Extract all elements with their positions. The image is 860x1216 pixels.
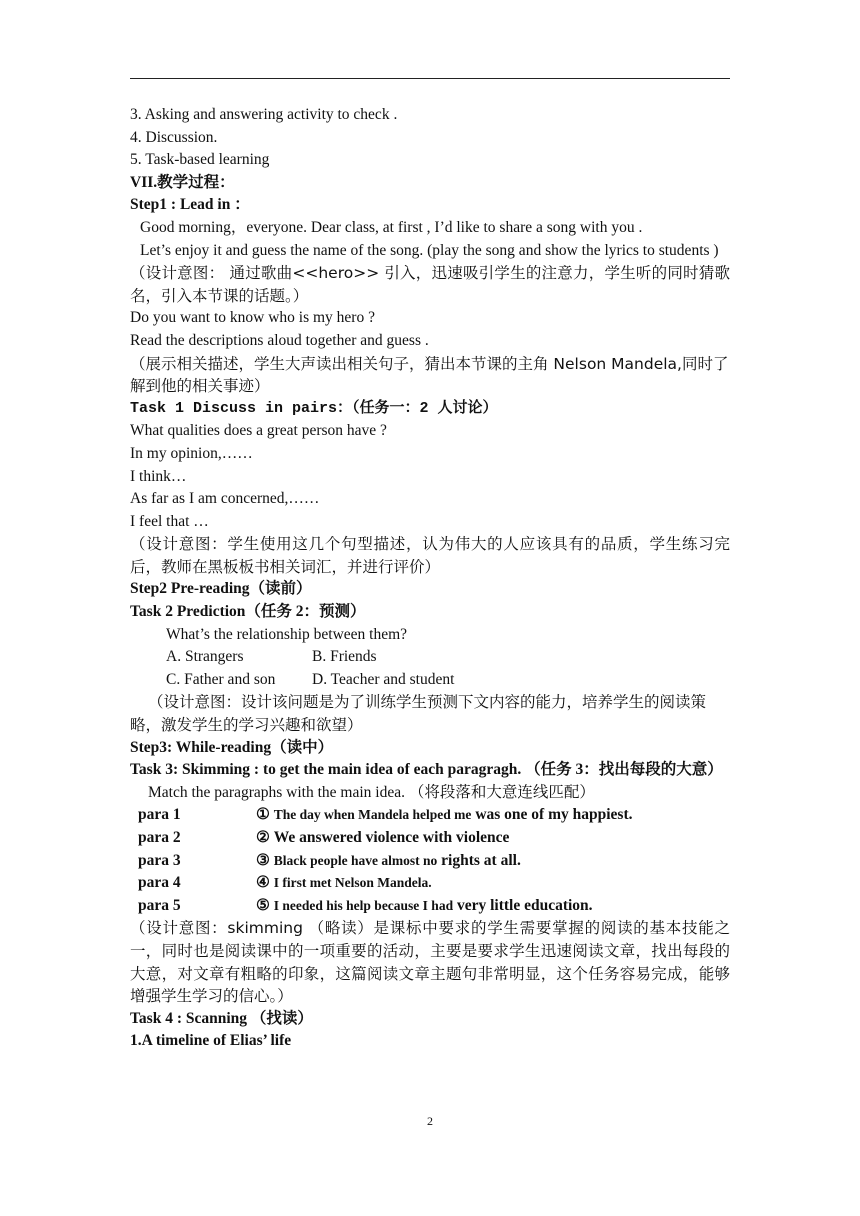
para-label: para 5	[138, 896, 181, 914]
para-match-row	[130, 872, 730, 895]
task1-title: Task 1 Discuss in pairs：（任务一：2 人讨论）	[130, 399, 498, 417]
circled-number: ⑤	[256, 896, 270, 914]
para-label: para 2	[138, 829, 181, 846]
circled-number: ④	[256, 874, 270, 892]
method-item: 5. Task-based learning	[130, 151, 270, 169]
main-idea-text: I first met Nelson Mandela.	[273, 875, 432, 891]
task2-question: What’s the relationship between them?	[166, 625, 408, 643]
circled-number: ③	[256, 851, 270, 869]
task3-title: Task 3: Skimming : to get the main idea of each paragragh. （任务 3：找出每段的大意）	[130, 761, 723, 779]
task1-phrase: I feel that …	[130, 512, 209, 530]
step1-read-aloud: Read the descriptions aloud together and guess .	[130, 331, 429, 349]
process-heading: VII.教学过程：	[130, 173, 235, 191]
para-label: para 4	[138, 874, 181, 892]
task1-design-note: （设计意图：学生使用这几个句型描述，认为伟大的人应该具有的品质，学生练习完后，教师在黑板板书相关词汇，并进行评价）	[130, 535, 730, 576]
task1-phrase: As far as I am concerned,……	[130, 490, 320, 508]
timeline-title: 1.A timeline of Elias’ life	[130, 1032, 292, 1050]
para-label: para 3	[138, 851, 181, 869]
main-idea-text: I needed his help because I had	[273, 897, 454, 913]
option-a: A. Strangers	[166, 648, 244, 666]
main-idea-text-large: was one of my happiest.	[475, 806, 633, 824]
task1-phrase: In my opinion,……	[130, 444, 253, 462]
para-match-row	[130, 895, 730, 918]
para-label: para 1	[138, 806, 181, 824]
main-idea-text: The day when Mandela helped me	[273, 807, 472, 823]
step1-question: Do you want to know who is my hero ?	[130, 309, 375, 327]
task2-options-row1	[130, 646, 730, 669]
task1-phrase: I think…	[130, 467, 187, 485]
circled-number: ②	[256, 829, 270, 846]
task4-title: Task 4 : Scanning （找读）	[130, 1009, 313, 1027]
task3-design-note: （设计意图：skimming （略读）是课标中要求的学生需要掌握的阅读的基本技能之一，同时也是阅读课中的一项重要的活动，主要是要求学生迅速阅读文章，找出每段的大意，对文章有粗略的印象，这篇阅读文章主题句非常明显，这个任务容易完成，能够增强学生学习的信心。）	[130, 919, 730, 1006]
step1-title: Step1 : Lead in ：	[130, 196, 250, 214]
option-c: C. Father and son	[166, 670, 276, 688]
option-d: D. Teacher and student	[312, 670, 455, 688]
para-match-row	[130, 804, 730, 827]
task2-design-note: （设计意图：设计该问题是为了训练学生预测下文内容的能力，培养学生的阅读策略，激发学生的学习兴趣和欲望）	[130, 693, 707, 735]
main-idea-text-large: We answered violence with violence	[273, 829, 510, 846]
para-match-row	[130, 850, 730, 873]
task2-title: Task 2 Prediction（任务 2：预测）	[130, 603, 366, 621]
para-match-row	[130, 827, 730, 850]
step3-title: Step3: While-reading（读中）	[130, 738, 334, 756]
option-b: B. Friends	[312, 648, 377, 666]
main-idea-text-large: very little education.	[456, 896, 593, 914]
step1-instruction: Let’s enjoy it and guess the name of the song. (play the song and show the lyrics to students )	[140, 241, 719, 259]
task2-options-row2	[130, 669, 730, 692]
step1-design-note: （设计意图： 通过歌曲<<hero>> 引入，迅速吸引学生的注意力，学生听的同时猜歌名，引入本节课的话题。）	[130, 264, 730, 305]
document-body	[130, 104, 730, 1053]
step1-greeting: Good morning，everyone. Dear class, at first , I’d like to share a song with you .	[140, 218, 643, 236]
task3-instruction: Match the paragraphs with the main idea. （将段落和大意连线匹配）	[148, 783, 595, 801]
method-item: 3. Asking and answering activity to check .	[130, 106, 398, 123]
circled-number: ①	[256, 806, 270, 824]
step1-display-note: （展示相关描述，学生大声读出相关句子，猜出本节课的主角 Nelson Mandela,同时了解到他的相关事迹）	[130, 354, 729, 396]
main-idea-text-large: rights at all.	[441, 851, 521, 869]
header-rule	[130, 78, 730, 79]
step2-title: Step2 Pre-reading（读前）	[130, 580, 312, 598]
task1-question: What qualities does a great person have ?	[130, 422, 387, 440]
main-idea-text: Black people have almost no	[273, 852, 438, 868]
method-item: 4. Discussion.	[130, 128, 218, 146]
page-number: 2	[427, 1114, 433, 1128]
